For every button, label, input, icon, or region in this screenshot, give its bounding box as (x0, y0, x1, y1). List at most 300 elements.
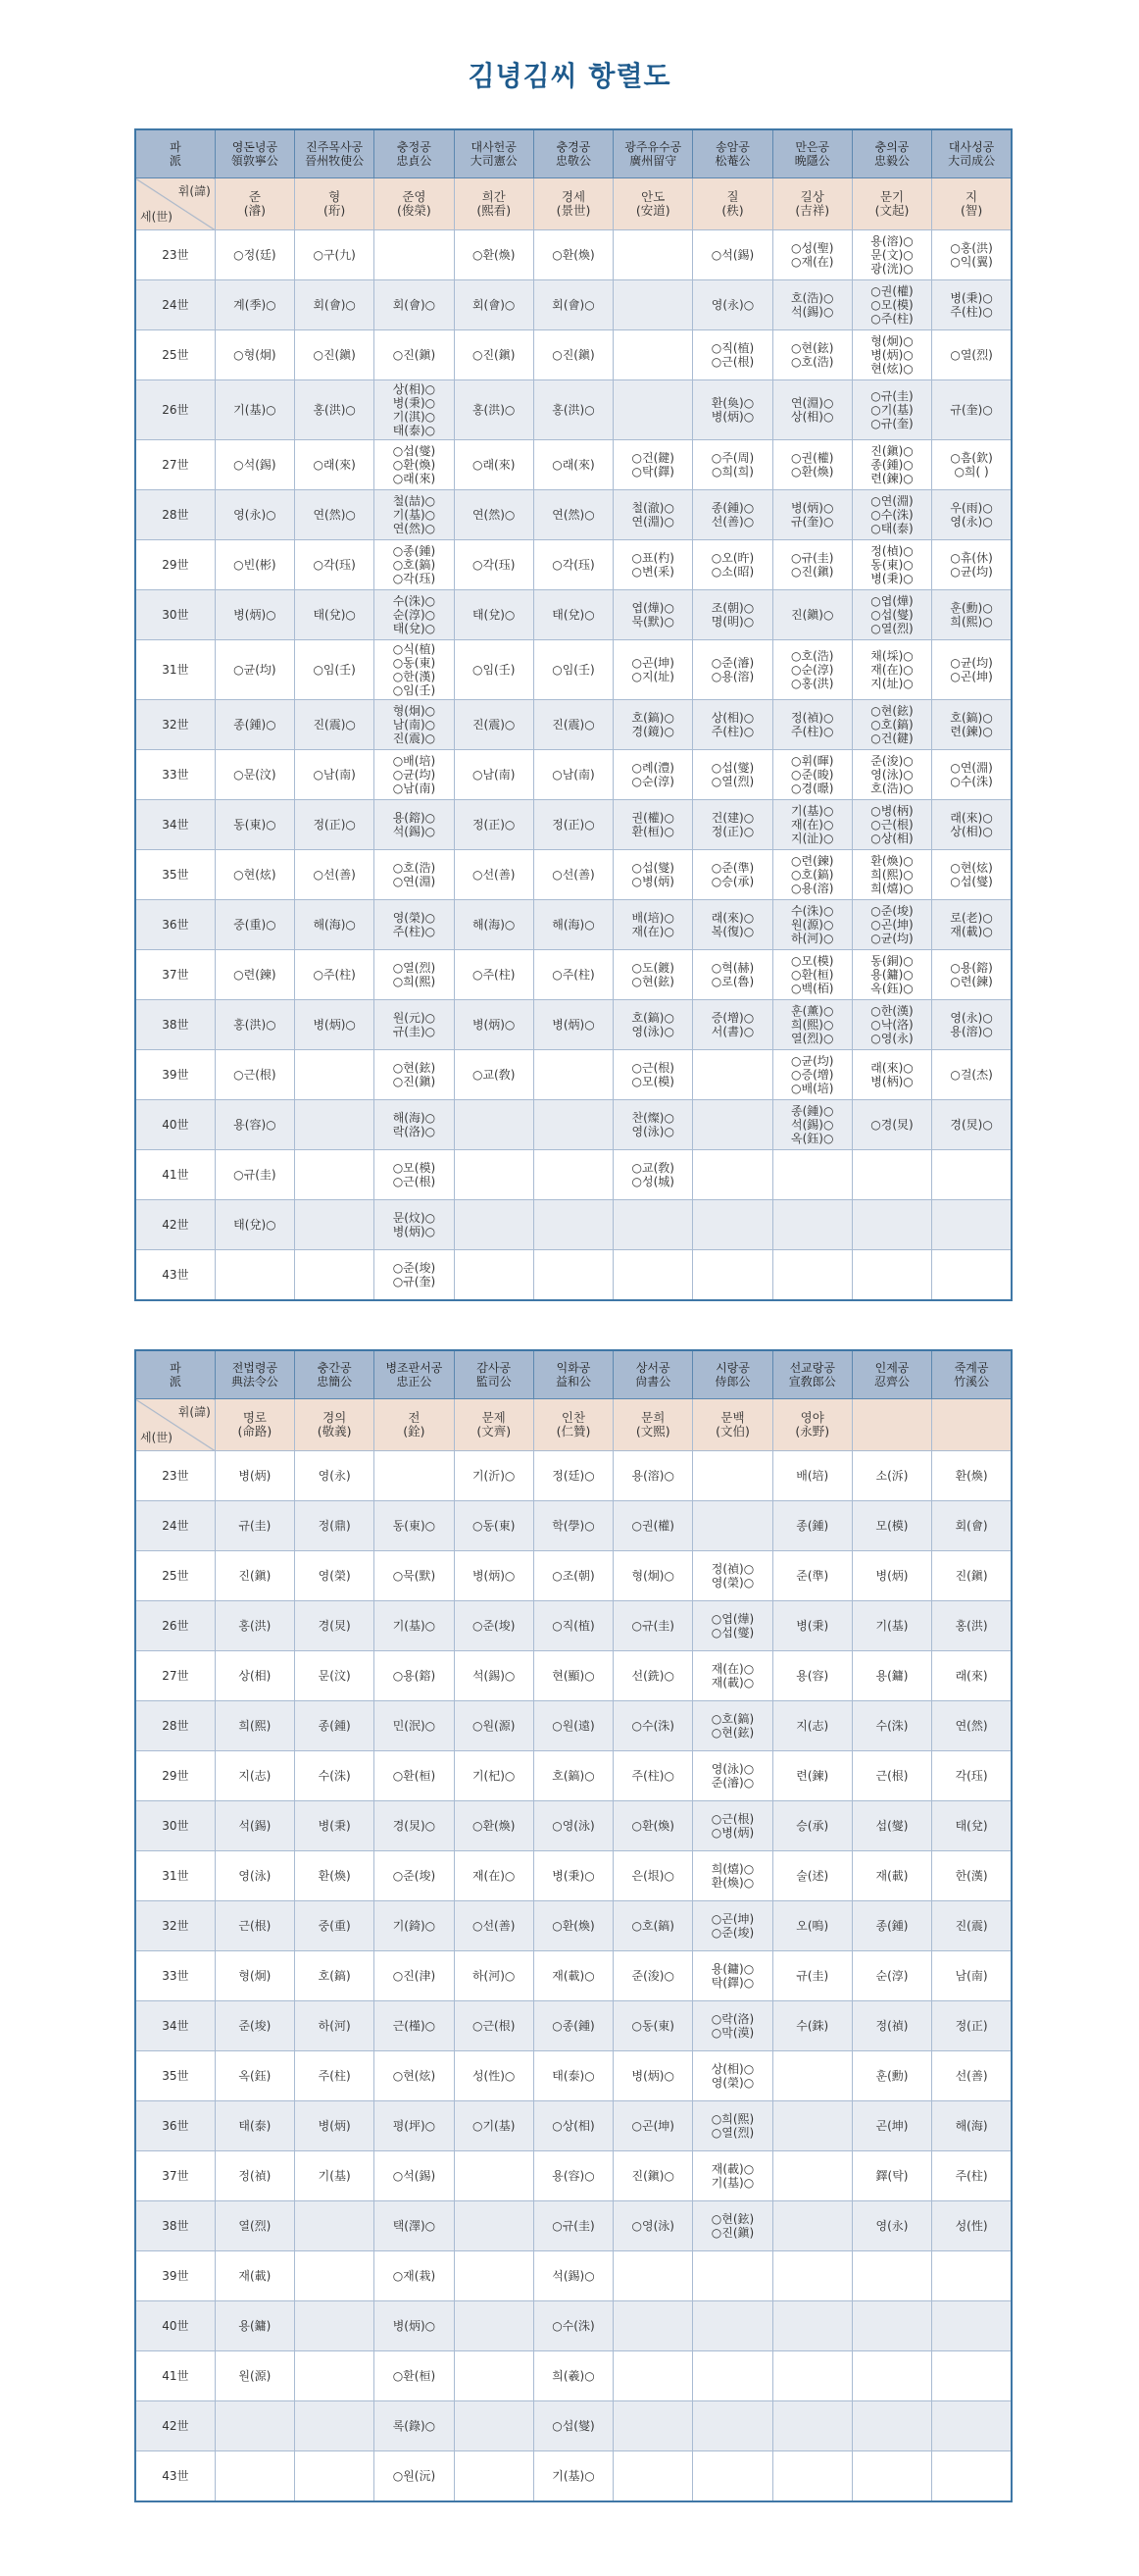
ancestor-name: 문백 (文伯) (693, 1399, 772, 1451)
generation-name-cell: ○규(圭) (614, 1601, 693, 1651)
generation-name-cell: ○근(根) (215, 1050, 294, 1100)
generation-name-cell: ○영(泳) (533, 1801, 613, 1851)
generation-name-cell (614, 330, 693, 380)
generation-name-cell: 찬(燦)○ 영(泳)○ (614, 1100, 693, 1150)
generation-name-cell: 연(淵)○ 상(相)○ (772, 380, 852, 440)
generation-name-cell: ○남(南) (454, 750, 533, 800)
generation-name-cell: 은(垠)○ (614, 1851, 693, 1901)
table-row (135, 1250, 1012, 1301)
generation-name-cell: 정(楨)○ 동(東)○ 병(秉)○ (852, 540, 931, 590)
generation-name-cell: ○환(煥) (454, 230, 533, 280)
table-row (135, 1951, 1012, 2001)
generation-name-cell: 홍(洪) (215, 1601, 294, 1651)
generation-name-cell: ○환(煥) (454, 1801, 533, 1851)
generation-name-cell: 래(來) (932, 1651, 1012, 1701)
generation-name-cell: 환(煥) (295, 1851, 374, 1901)
generation-name-cell: 하(河) (295, 2001, 374, 2051)
generation-name-cell: ○수(洙) (533, 2301, 613, 2351)
ancestor-name (932, 1399, 1012, 1451)
generation-name-cell (533, 1150, 613, 1200)
generation-name-cell: 동(東)○ (374, 1501, 454, 1551)
generation-name-cell (295, 2201, 374, 2251)
generation-name-cell: ○선(善) (295, 850, 374, 900)
ancestor-name: 지 (智) (932, 178, 1012, 230)
generation-name-cell: 훈(薰)○ 희(熙)○ 열(烈)○ (772, 1000, 852, 1050)
table-row (135, 230, 1012, 280)
generation-label: 33世 (135, 1951, 215, 2001)
generation-name-cell: ○근(根) (454, 2001, 533, 2051)
generation-name-cell: ○표(杓) ○변(釆) (614, 540, 693, 590)
generation-name-cell: ○호(浩) ○연(淵) (374, 850, 454, 900)
generation-name-cell: ○엽(燁) ○섭(燮) (693, 1601, 772, 1651)
generation-label: 34世 (135, 800, 215, 850)
generation-name-cell: 조(朝)○ 명(明)○ (693, 590, 772, 640)
generation-name-cell: 정(正)○ (533, 800, 613, 850)
generation-name-cell (454, 2251, 533, 2301)
generation-name-cell (852, 1200, 931, 1250)
table-row (135, 1100, 1012, 1150)
generation-label: 33世 (135, 750, 215, 800)
generation-name-cell (614, 2401, 693, 2451)
generation-name-cell: ○곤(坤) ○준(埈) (693, 1901, 772, 1951)
generation-name-cell: 현(顯)○ (533, 1651, 613, 1701)
generation-name-cell: 기(基) (852, 1601, 931, 1651)
generation-name-cell (295, 1050, 374, 1100)
generation-label: 31世 (135, 640, 215, 700)
generation-name-cell: 회(會)○ (374, 280, 454, 330)
table-row (135, 640, 1012, 700)
generation-name-cell (295, 1250, 374, 1301)
generation-name-cell: ○현(炫) (374, 2051, 454, 2101)
table-row (135, 2401, 1012, 2451)
generation-name-cell: ○준(埈) ○규(奎) (374, 1250, 454, 1301)
generation-name-cell: 재(在)○ (454, 1851, 533, 1901)
branch-label: 파 派 (135, 1350, 215, 1399)
generation-label: 27世 (135, 440, 215, 490)
generation-name-cell: ○호(浩) ○순(淳) ○홍(洪) (772, 640, 852, 700)
generation-name-cell (852, 2401, 931, 2451)
generation-name-cell: ○락(洛) ○막(漠) (693, 2001, 772, 2051)
generation-name-cell (932, 1250, 1012, 1301)
generation-name-cell: 원(元)○ 규(圭)○ (374, 1000, 454, 1050)
generation-name-cell: 홍(洪)○ (295, 380, 374, 440)
generation-name-cell: 종(鍾) (772, 1501, 852, 1551)
generation-label: 25世 (135, 1551, 215, 1601)
generation-name-cell: 영(永)○ (215, 490, 294, 540)
generation-name-cell: ○연(淵) ○수(洙) (932, 750, 1012, 800)
generation-name-cell: 중(重)○ (215, 900, 294, 950)
generation-label: 30世 (135, 590, 215, 640)
generation-label: 23世 (135, 230, 215, 280)
ancestor-name: 경의 (敬義) (295, 1399, 374, 1451)
generation-label: 41世 (135, 1150, 215, 1200)
generation-name-cell (614, 1200, 693, 1250)
generation-name-cell (693, 1451, 772, 1501)
generation-name-cell: ○곤(坤) (614, 2101, 693, 2151)
generation-name-cell: 철(喆)○ 기(基)○ 연(然)○ (374, 490, 454, 540)
generation-name-cell: 태(兌)○ (454, 590, 533, 640)
generation-name-cell: 홍(洪)○ (215, 1000, 294, 1050)
generation-name-cell: ○규(圭) (215, 1150, 294, 1200)
generation-name-cell: 정(正)○ (295, 800, 374, 850)
generation-name-cell: ○정(廷) (215, 230, 294, 280)
generation-name-cell: 鐸(탁) (852, 2151, 931, 2201)
generation-name-cell: ○규(圭) ○기(基) ○규(奎) (852, 380, 931, 440)
branch-header: 광주유수공 廣州留守 (614, 129, 693, 178)
generation-name-cell: 술(述) (772, 1851, 852, 1901)
generation-name-cell: 소(泝) (852, 1451, 931, 1501)
generation-name-cell: ○권(權) (614, 1501, 693, 1551)
generation-label: 40世 (135, 2301, 215, 2351)
generation-name-cell: 증(增)○ 서(書)○ (693, 1000, 772, 1050)
generation-name-cell: 기(基)○ (533, 2451, 613, 2502)
generation-name-cell: 호(浩)○ 석(錫)○ (772, 280, 852, 330)
generation-name-cell: ○묵(默) (374, 1551, 454, 1601)
generation-name-cell (693, 2351, 772, 2401)
generation-name-cell: 해(海)○ (533, 900, 613, 950)
table-row (135, 2201, 1012, 2251)
generation-name-cell: 하(河)○ (454, 1951, 533, 2001)
generation-name-cell: ○모(模) ○근(根) (374, 1150, 454, 1200)
generation-name-cell: ○임(壬) (533, 640, 613, 700)
generation-name-cell: 재(載) (852, 1851, 931, 1901)
generation-name-cell: 태(兌)○ (533, 590, 613, 640)
generation-name-cell: ○현(炫) (215, 850, 294, 900)
generation-name-cell: 병(炳)○ (614, 2051, 693, 2101)
generation-name-cell (454, 2201, 533, 2251)
generation-name-cell: 용(鏞) (852, 1651, 931, 1701)
generation-label: 29世 (135, 540, 215, 590)
generation-name-cell: 병(炳)○ 규(奎)○ (772, 490, 852, 540)
generation-name-cell: 환(煥)○ 희(熙)○ 희(熺)○ (852, 850, 931, 900)
generation-name-cell: 용(溶)○ 문(文)○ 광(洸)○ (852, 230, 931, 280)
branch-header: 병조판서공 忠正公 (374, 1350, 454, 1399)
generation-name-cell: 정(禎) (215, 2151, 294, 2201)
generation-name-cell: 진(震)○ (295, 700, 374, 750)
generation-name-cell (614, 280, 693, 330)
generation-name-cell: 수(銖) (772, 2001, 852, 2051)
generation-name-cell (932, 2301, 1012, 2351)
generation-label: 32世 (135, 700, 215, 750)
ancestor-name (852, 1399, 931, 1451)
branch-header: 대사헌공 大司憲公 (454, 129, 533, 178)
table-row (135, 1200, 1012, 1250)
generation-name-cell: ○규(圭) (533, 2201, 613, 2251)
ancestor-name: 길상 (吉祥) (772, 178, 852, 230)
generation-name-cell (454, 2401, 533, 2451)
ancestor-name-row (135, 178, 1012, 230)
table-row (135, 280, 1012, 330)
generation-name-cell (772, 2451, 852, 2502)
generation-name-cell: 규(圭) (215, 1501, 294, 1551)
table-row (135, 2001, 1012, 2051)
ancestor-name: 영야 (永野) (772, 1399, 852, 1451)
generation-name-cell: 민(泯)○ (374, 1701, 454, 1751)
generation-name-cell (614, 230, 693, 280)
generation-name-cell: ○현(鉉) ○호(鎬) ○건(鍵) (852, 700, 931, 750)
branch-header: 감사공 監司公 (454, 1350, 533, 1399)
generation-name-cell (614, 2301, 693, 2351)
table-row (135, 1851, 1012, 1901)
generation-name-cell (295, 2351, 374, 2401)
generation-name-cell: 배(培) (772, 1451, 852, 1501)
lineage-table-1 (134, 128, 1013, 1301)
ancestor-name: 인찬 (仁贊) (533, 1399, 613, 1451)
generation-name-cell: 승(承) (772, 1801, 852, 1851)
generation-name-cell: 준(準) (772, 1551, 852, 1601)
generation-name-cell: 형(炯) (215, 1951, 294, 2001)
generation-name-cell: 호(鎬)○ 영(泳)○ (614, 1000, 693, 1050)
generation-name-cell: ○각(珏) (454, 540, 533, 590)
branch-header: 충의공 忠毅公 (852, 129, 931, 178)
generation-name-cell: 동(東)○ (215, 800, 294, 850)
generation-name-cell: 재(載) (215, 2251, 294, 2301)
generation-axis-label: 세(世) (140, 210, 173, 224)
generation-name-cell: ○섭(燮) ○환(煥) ○래(來) (374, 440, 454, 490)
generation-name-cell: 해(海)○ 락(洛)○ (374, 1100, 454, 1150)
generation-name-cell: 성(性)○ (454, 2051, 533, 2101)
generation-name-cell: ○기(基) (454, 2101, 533, 2151)
generation-name-cell: 오(嗚) (772, 1901, 852, 1951)
generation-name-cell: 영(永)○ (693, 280, 772, 330)
generation-name-cell: 종(鍾)○ 선(善)○ (693, 490, 772, 540)
generation-name-cell: ○구(九) (295, 230, 374, 280)
ancestor-name: 희간 (熙看) (454, 178, 533, 230)
generation-name-cell: 래(來)○ 복(復)○ (693, 900, 772, 950)
generation-label: 43世 (135, 1250, 215, 1301)
ancestor-name: 전 (銓) (374, 1399, 454, 1451)
generation-name-cell (614, 1250, 693, 1301)
page-title: 김녕김씨 항렬도 (468, 60, 671, 92)
generation-label: 36世 (135, 2101, 215, 2151)
generation-name-cell: 영(永) (852, 2201, 931, 2251)
generation-name-cell: 기(沂)○ (454, 1451, 533, 1501)
branch-header: 진주목사공 晉州牧使公 (295, 129, 374, 178)
generation-name-cell: ○근(根) ○모(模) (614, 1050, 693, 1100)
generation-name-cell: 용(容) (772, 1651, 852, 1701)
generation-label: 43世 (135, 2451, 215, 2502)
generation-name-cell (454, 1150, 533, 1200)
generation-name-cell: ○선(善) (533, 850, 613, 900)
generation-name-cell: 건(建)○ 정(正)○ (693, 800, 772, 850)
generation-name-cell: ○동(東) (614, 2001, 693, 2051)
table-row (135, 900, 1012, 950)
generation-name-cell (772, 1150, 852, 1200)
generation-name-cell: 정(正) (932, 2001, 1012, 2051)
generation-name-cell: ○오(旿) ○소(昭) (693, 540, 772, 590)
generation-name-cell: ○도(鍍) ○현(鉉) (614, 950, 693, 1000)
generation-name-cell: 래(來)○ 상(相)○ (932, 800, 1012, 850)
generation-name-cell: 상(相)○ 주(柱)○ (693, 700, 772, 750)
generation-name-cell: 병(秉)○ 주(柱)○ (932, 280, 1012, 330)
generation-name-cell: ○교(敎) (454, 1050, 533, 1100)
generation-label: 24世 (135, 280, 215, 330)
ancestor-name: 경세 (景世) (533, 178, 613, 230)
generation-name-cell: ○진(鎭) (295, 330, 374, 380)
table-row (135, 1901, 1012, 1951)
generation-name-cell: 진(震)○ (454, 700, 533, 750)
generation-name-cell: 병(秉) (295, 1801, 374, 1851)
generation-name-cell (852, 2451, 931, 2502)
generation-label: 42世 (135, 2401, 215, 2451)
generation-name-cell: 근(根) (852, 1751, 931, 1801)
generation-name-cell: 재(載)○ (533, 1951, 613, 2001)
generation-label: 28世 (135, 1701, 215, 1751)
generation-name-cell (693, 1501, 772, 1551)
generation-name-cell: ○원(沅) (374, 2451, 454, 2502)
ancestor-name: 형 (珩) (295, 178, 374, 230)
generation-label: 35世 (135, 850, 215, 900)
generation-name-cell: ○휴(休) ○균(均) (932, 540, 1012, 590)
generation-name-cell: 권(權)○ 환(桓)○ (614, 800, 693, 850)
generation-label: 42世 (135, 1200, 215, 1250)
generation-label: 30世 (135, 1801, 215, 1851)
generation-name-cell: 홍(洪)○ (454, 380, 533, 440)
generation-name-cell (852, 2301, 931, 2351)
generation-name-cell: 석(錫) (215, 1801, 294, 1851)
generation-name-cell: 회(會)○ (454, 280, 533, 330)
generation-name-cell: ○주(周) ○희(희) (693, 440, 772, 490)
generation-name-cell: 수(洙)○ 원(源)○ 하(河)○ (772, 900, 852, 950)
generation-name-cell: ○각(珏) (295, 540, 374, 590)
generation-name-cell: ○환(桓) (374, 2351, 454, 2401)
generation-name-cell: ○래(來) (533, 440, 613, 490)
generation-name-cell: ○균(均) (215, 640, 294, 700)
generation-name-cell: 문(汶) (295, 1651, 374, 1701)
generation-name-cell: ○배(培) ○균(均) ○남(南) (374, 750, 454, 800)
generation-name-cell: ○흠(欽) ○희( ) (932, 440, 1012, 490)
generation-name-cell (932, 2351, 1012, 2401)
generation-name-cell: 진(鎭)○ (614, 2151, 693, 2201)
generation-name-cell (772, 2301, 852, 2351)
generation-name-cell (295, 2401, 374, 2451)
generation-name-cell: 형(炯)○ 병(炳)○ 현(炫)○ (852, 330, 931, 380)
generation-name-cell: 계(季)○ (215, 280, 294, 330)
generation-name-cell (772, 1250, 852, 1301)
generation-name-cell: 연(然)○ (533, 490, 613, 540)
branch-header: 전법령공 典法令公 (215, 1350, 294, 1399)
table-row (135, 1050, 1012, 1100)
generation-name-cell: ○상(相) (533, 2101, 613, 2151)
generation-name-cell: 연(然)○ (454, 490, 533, 540)
generation-name-cell: 택(澤)○ (374, 2201, 454, 2251)
generation-name-cell: 한(漢) (932, 1851, 1012, 1901)
table-row (135, 380, 1012, 440)
generation-name-cell: 문(炆)○ 병(炳)○ (374, 1200, 454, 1250)
generation-name-cell: 기(杞)○ (454, 1751, 533, 1801)
ancestor-name: 준영 (俊榮) (374, 178, 454, 230)
table-row (135, 800, 1012, 850)
generation-name-cell: ○진(津) (374, 1951, 454, 2001)
table-row (135, 850, 1012, 900)
generation-name-cell: 성(性) (932, 2201, 1012, 2251)
generation-name-cell (295, 2251, 374, 2301)
generation-name-cell (693, 1050, 772, 1100)
generation-label: 25世 (135, 330, 215, 380)
generation-name-cell: 진(鎭) (932, 1551, 1012, 1601)
generation-name-cell: 병(炳)○ (454, 1551, 533, 1601)
generation-name-cell: 엽(燁)○ 묵(默)○ (614, 590, 693, 640)
generation-name-cell: 정(禎) (852, 2001, 931, 2051)
generation-name-cell (772, 2101, 852, 2151)
generation-name-cell: 환(奐)○ 병(炳)○ (693, 380, 772, 440)
generation-label: 32世 (135, 1901, 215, 1951)
generation-name-cell: ○주(柱) (454, 950, 533, 1000)
table-row (135, 1501, 1012, 1551)
branch-header: 시랑공 侍郎公 (693, 1350, 772, 1399)
generation-name-cell: 홍(洪)○ (533, 380, 613, 440)
generation-name-cell: ○현(鉉) ○진(鎭) (374, 1050, 454, 1100)
generation-label: 39世 (135, 2251, 215, 2301)
table-row (135, 750, 1012, 800)
generation-name-cell: ○규(圭) ○진(鎭) (772, 540, 852, 590)
generation-name-cell: ○남(南) (295, 750, 374, 800)
lineage-table-2 (134, 1349, 1013, 2502)
generation-label: 29世 (135, 1751, 215, 1801)
generation-name-cell: 선(銑)○ (614, 1651, 693, 1701)
generation-name-cell: 기(基) (295, 2151, 374, 2201)
generation-name-cell: 호(鎬)○ 련(鍊)○ (932, 700, 1012, 750)
generation-name-cell: 회(會) (932, 1501, 1012, 1551)
branch-header: 충경공 忠敬公 (533, 129, 613, 178)
generation-name-cell: 련(鍊) (772, 1751, 852, 1801)
generation-name-cell (454, 2151, 533, 2201)
generation-name-cell: ○엽(燁) ○섭(燮) ○열(烈) (852, 590, 931, 640)
generation-name-cell: ○수(洙) (614, 1701, 693, 1751)
generation-name-cell: 준(浚)○ (614, 1951, 693, 2001)
generation-axis-label: 세(世) (140, 1431, 173, 1444)
branch-header: 송암공 松菴公 (693, 129, 772, 178)
generation-name-cell: 형(炯)○ (614, 1551, 693, 1601)
generation-name-cell: 정(廷)○ (533, 1451, 613, 1501)
generation-name-cell: ○진(鎭) (533, 330, 613, 380)
generation-name-cell: 곤(坤) (852, 2101, 931, 2151)
generation-name-cell: 배(培)○ 재(在)○ (614, 900, 693, 950)
generation-name-cell: ○준(埈) ○곤(坤) ○균(均) (852, 900, 931, 950)
generation-name-cell (295, 2301, 374, 2351)
generation-name-cell: ○영(泳) (614, 2201, 693, 2251)
generation-name-cell: ○환(桓) (374, 1751, 454, 1801)
generation-label: 23世 (135, 1451, 215, 1501)
generation-name-cell: 해(海) (932, 2101, 1012, 2151)
generation-name-cell: 상(相)○ 병(秉)○ 기(淇)○ 태(泰)○ (374, 380, 454, 440)
generation-name-cell: 호(鎬)○ 경(鏡)○ (614, 700, 693, 750)
generation-name-cell: 병(秉) (772, 1601, 852, 1651)
generation-name-cell: ○재(栽) (374, 2251, 454, 2301)
generation-name-cell (454, 1200, 533, 1250)
branch-header: 대사성공 大司成公 (932, 129, 1012, 178)
generation-name-cell: 주(柱) (295, 2051, 374, 2101)
generation-name-cell (374, 1451, 454, 1501)
generation-name-cell (454, 2301, 533, 2351)
generation-name-cell: 철(澈)○ 연(淵)○ (614, 490, 693, 540)
generation-name-cell: 해(海)○ (295, 900, 374, 950)
table-row (135, 540, 1012, 590)
generation-name-cell (932, 1200, 1012, 1250)
generation-name-cell: ○임(壬) (295, 640, 374, 700)
generation-name-cell: 경(炅)○ (932, 1100, 1012, 1150)
table-row (135, 2051, 1012, 2101)
table-row (135, 2301, 1012, 2351)
generation-label: 38世 (135, 2201, 215, 2251)
generation-name-cell (852, 1250, 931, 1301)
generation-name-cell: 병(炳)○ (295, 1000, 374, 1050)
generation-name-cell: ○섭(燮) (533, 2401, 613, 2451)
generation-name-cell: ○동(東) (454, 1501, 533, 1551)
generation-name-cell: ○호(鎬) ○현(鉉) (693, 1701, 772, 1751)
table-row (135, 2351, 1012, 2401)
generation-name-cell: 병(秉)○ (533, 1851, 613, 1901)
